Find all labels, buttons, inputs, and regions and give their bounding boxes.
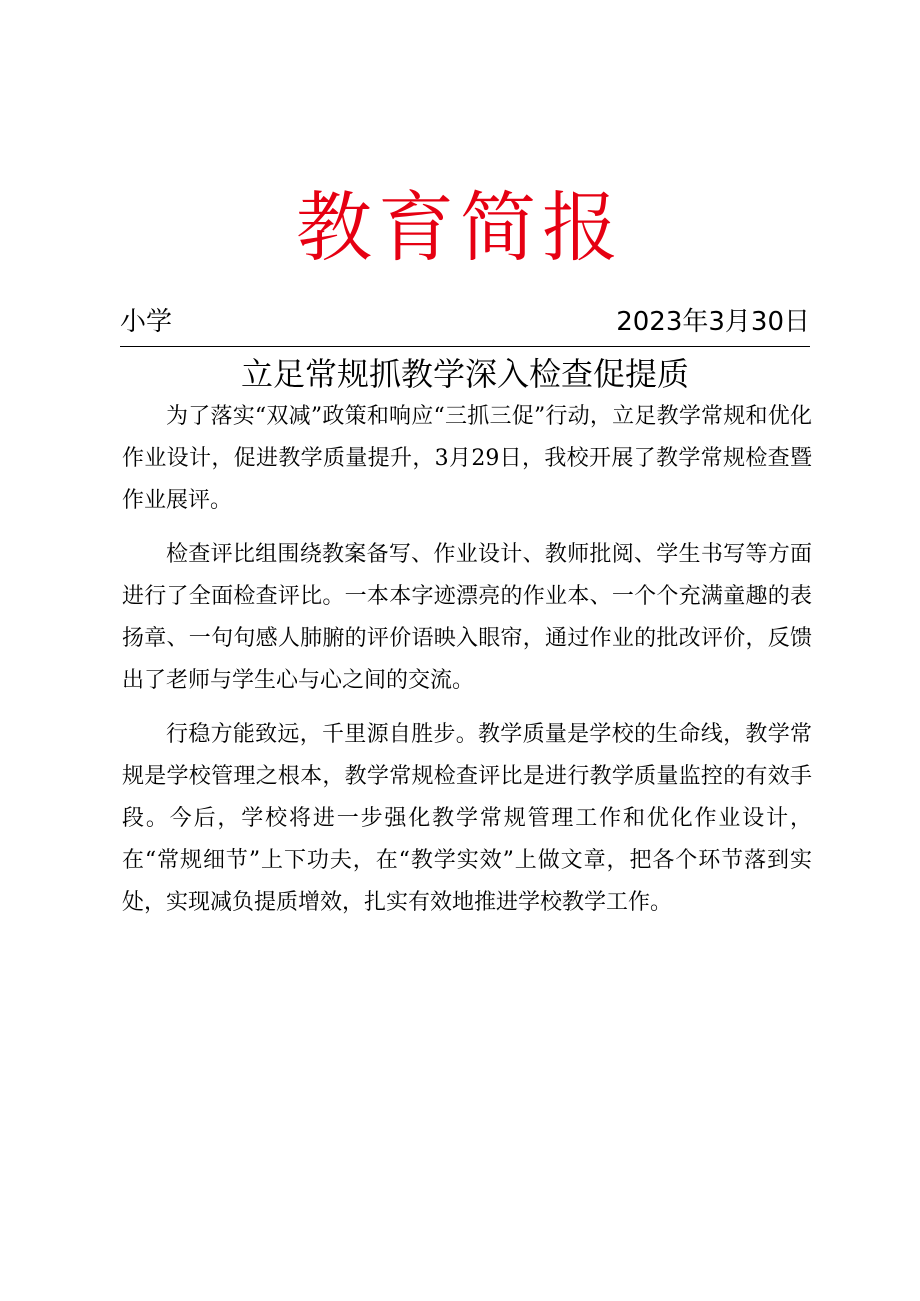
header-meta-row — [120, 302, 810, 342]
article-headline: 立足常规抓教学深入检查促提质 — [240, 355, 689, 393]
article-body — [122, 396, 812, 936]
article-paragraph: 检查评比组围绕教案备写、作业设计、教师批阅、学生书写等方面进行了全面检查评比。一本本字迹漂亮的作业本、一个个充满童趣的表扬章、一句句感人肺腑的评价语映入眼帘，通过作业的批改评价，反馈出了老师与学生心与心之间的交流。 — [122, 542, 812, 693]
article-paragraph: 行稳方能致远，千里源自胜步。教学质量是学校的生命线，教学常规是学校管理之根本，教学常规检查评比是进行教学质量监控的有效手段。今后，学校将进一步强化教学常规管理工作和优化作业设计，在“常规细节”上下功夫，在“教学实效”上做文章，把各个环节落到实处，实现减负提质增效，扎实有效地推进学校教学工作。 — [122, 722, 812, 915]
header-divider — [120, 346, 810, 347]
newsletter-masthead: 教育简报 — [296, 183, 624, 272]
article-paragraph: 为了落实“双减”政策和响应“三抓三促”行动，立足教学常规和优化作业设计，促进教学质量提升，3月29日，我校开展了教学常规检查暨作业展评。 — [122, 404, 812, 513]
school-name: 小学 — [120, 307, 173, 337]
issue-date: 2023年3月30日 — [616, 307, 810, 337]
